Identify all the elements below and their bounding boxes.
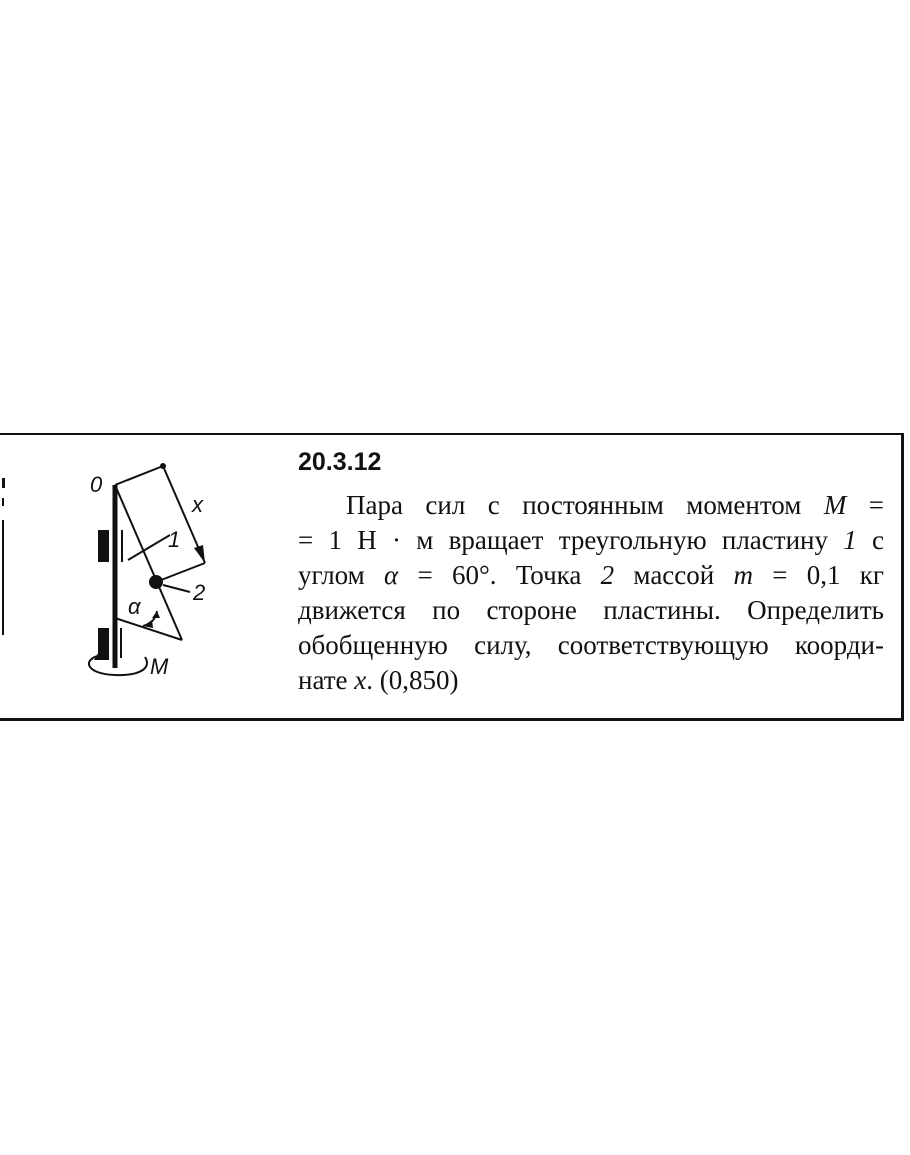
text-line: [298, 523, 884, 558]
plate-bottom-side: [115, 618, 182, 640]
box-right-rule: [901, 433, 904, 721]
text-run: с: [856, 525, 885, 555]
text-run: = 60°. Точка: [398, 560, 601, 590]
text-line: [298, 593, 884, 628]
leader-point: [163, 585, 190, 592]
mechanism-figure: [70, 450, 300, 690]
label-angle: α: [128, 594, 141, 619]
dimension-extension-top: [115, 466, 163, 485]
edge-mark: [2, 498, 4, 506]
text-line: [298, 663, 884, 698]
text-run: нате: [298, 665, 355, 695]
text-run: массой: [614, 560, 734, 590]
text-line: [298, 558, 884, 593]
symbol-moment: M: [823, 490, 847, 520]
text-run: = 0,1 кг: [753, 560, 884, 590]
label-moment: M: [150, 654, 169, 679]
label-plate: 1: [168, 527, 181, 552]
box-top-rule: [0, 433, 904, 435]
text-line: [298, 488, 884, 523]
text-run: =: [846, 490, 884, 520]
symbol-mass: m: [733, 560, 753, 590]
text-run: обобщенную силу, соответствующую коорди-: [298, 630, 884, 660]
label-distance: x: [192, 492, 203, 517]
text-line: [298, 628, 884, 663]
upper-bearing-hatch: [98, 530, 109, 562]
symbol-coordinate: x: [354, 665, 367, 695]
text-run: движется по стороне пластины. Определить: [298, 595, 884, 625]
dimension-start-dot: [160, 463, 166, 469]
label-pivot: 0: [90, 472, 103, 497]
label-point: 2: [193, 580, 206, 605]
leader-plate: [128, 535, 170, 560]
answer-run: . (0,850): [366, 665, 459, 695]
plate-hypotenuse: [115, 485, 182, 640]
text-run: Пара сил с постоянным моментом: [346, 490, 824, 520]
symbol-angle: α: [384, 560, 399, 590]
edge-mark: [2, 520, 4, 635]
text-run: = 1 Н · м вращает треугольную пластину: [298, 525, 844, 555]
point-mass: [149, 575, 163, 589]
problem-number: 20.3.12: [298, 448, 382, 476]
dimension-arrowhead: [194, 545, 205, 563]
edge-mark: [2, 478, 5, 488]
problem-statement: [298, 488, 884, 698]
box-bottom-rule: [0, 718, 904, 721]
symbol-plate: 1: [843, 525, 857, 555]
mechanism-diagram: [70, 450, 300, 690]
symbol-point: 2: [600, 560, 615, 590]
text-run: углом: [298, 560, 385, 590]
